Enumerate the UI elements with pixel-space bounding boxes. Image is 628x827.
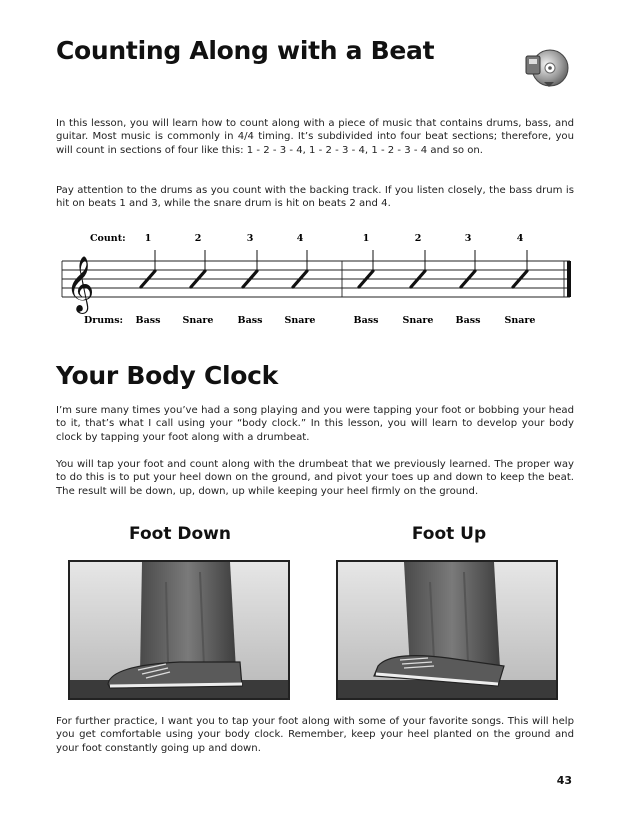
- intro-paragraph: In this lesson, you will learn how to count along with a piece of music that contains drums, bass, and guitar. Most music is commonly in 4/4 timing. It’s subdivided into four beat sections; therefore, you will count in sections of four like this: 1 - 2 - 3 - 4, 1 - 2 - 3 - 4, 1 - 2 - 3 - 4 and so on.: [56, 118, 574, 156]
- count-number: 1: [144, 233, 152, 244]
- drum-name: Snare: [284, 315, 316, 326]
- slash-note: [513, 250, 527, 287]
- count-number: 1: [362, 233, 370, 244]
- body-clock-paragraph: I’m sure many times you’ve had a song playing and you were tapping your foot or bobbing your head to it, that’s what I call using your “body clock.” In this lesson, you will learn to develop your body clock by tapping your foot along with a drumbeat.: [56, 405, 574, 443]
- foot-down-photo: [68, 560, 290, 700]
- drum-name: Bass: [237, 315, 263, 326]
- slash-note: [191, 250, 205, 287]
- drum-name: Snare: [504, 315, 536, 326]
- practice-paragraph: For further practice, I want you to tap your foot along with some of your favorite songs. This will help you get comfortable using your body clock. Remember, keep your heel planted on the ground and your foot constantly going up and down.: [56, 716, 574, 754]
- count-label: Count:: [90, 233, 126, 244]
- drum-name: Snare: [402, 315, 434, 326]
- count-number: 4: [516, 233, 524, 244]
- slash-note: [141, 250, 155, 287]
- rhythm-staff: [56, 226, 576, 332]
- section-title-body-clock: Your Body Clock: [56, 361, 278, 390]
- slash-note: [359, 250, 373, 287]
- drum-name: Bass: [135, 315, 161, 326]
- count-number: 2: [194, 233, 202, 244]
- treble-clef-icon: 𝄞: [66, 256, 95, 312]
- count-number: 2: [414, 233, 422, 244]
- foot-up-photo: [336, 560, 558, 700]
- slash-note: [293, 250, 307, 287]
- page-number: 43: [556, 774, 572, 787]
- slash-note: [243, 250, 257, 287]
- foot-down-title: Foot Down: [129, 524, 231, 544]
- drum-name: Bass: [455, 315, 481, 326]
- drum-name: Snare: [182, 315, 214, 326]
- tap-foot-paragraph: You will tap your foot and count along with the drumbeat that we previously learned. The proper way to do this is to put your heel down on the ground, and pivot your toes up and down to keep the beat. The result will be down, up, down, up while keeping your heel firmly on the ground.: [56, 459, 574, 497]
- section-title-counting: Counting Along with a Beat: [56, 36, 435, 65]
- drums-label: Drums:: [84, 315, 124, 326]
- count-number: 4: [296, 233, 304, 244]
- audio-cd-icon: [520, 44, 570, 88]
- count-number: 3: [464, 233, 472, 244]
- slash-note: [411, 250, 425, 287]
- drums-paragraph: Pay attention to the drums as you count with the backing track. If you listen closely, the bass drum is hit on beats 1 and 3, while the snare drum is hit on beats 2 and 4.: [56, 185, 574, 210]
- drum-name: Bass: [353, 315, 379, 326]
- slash-note: [461, 250, 475, 287]
- count-number: 3: [246, 233, 254, 244]
- foot-up-title: Foot Up: [411, 524, 487, 544]
